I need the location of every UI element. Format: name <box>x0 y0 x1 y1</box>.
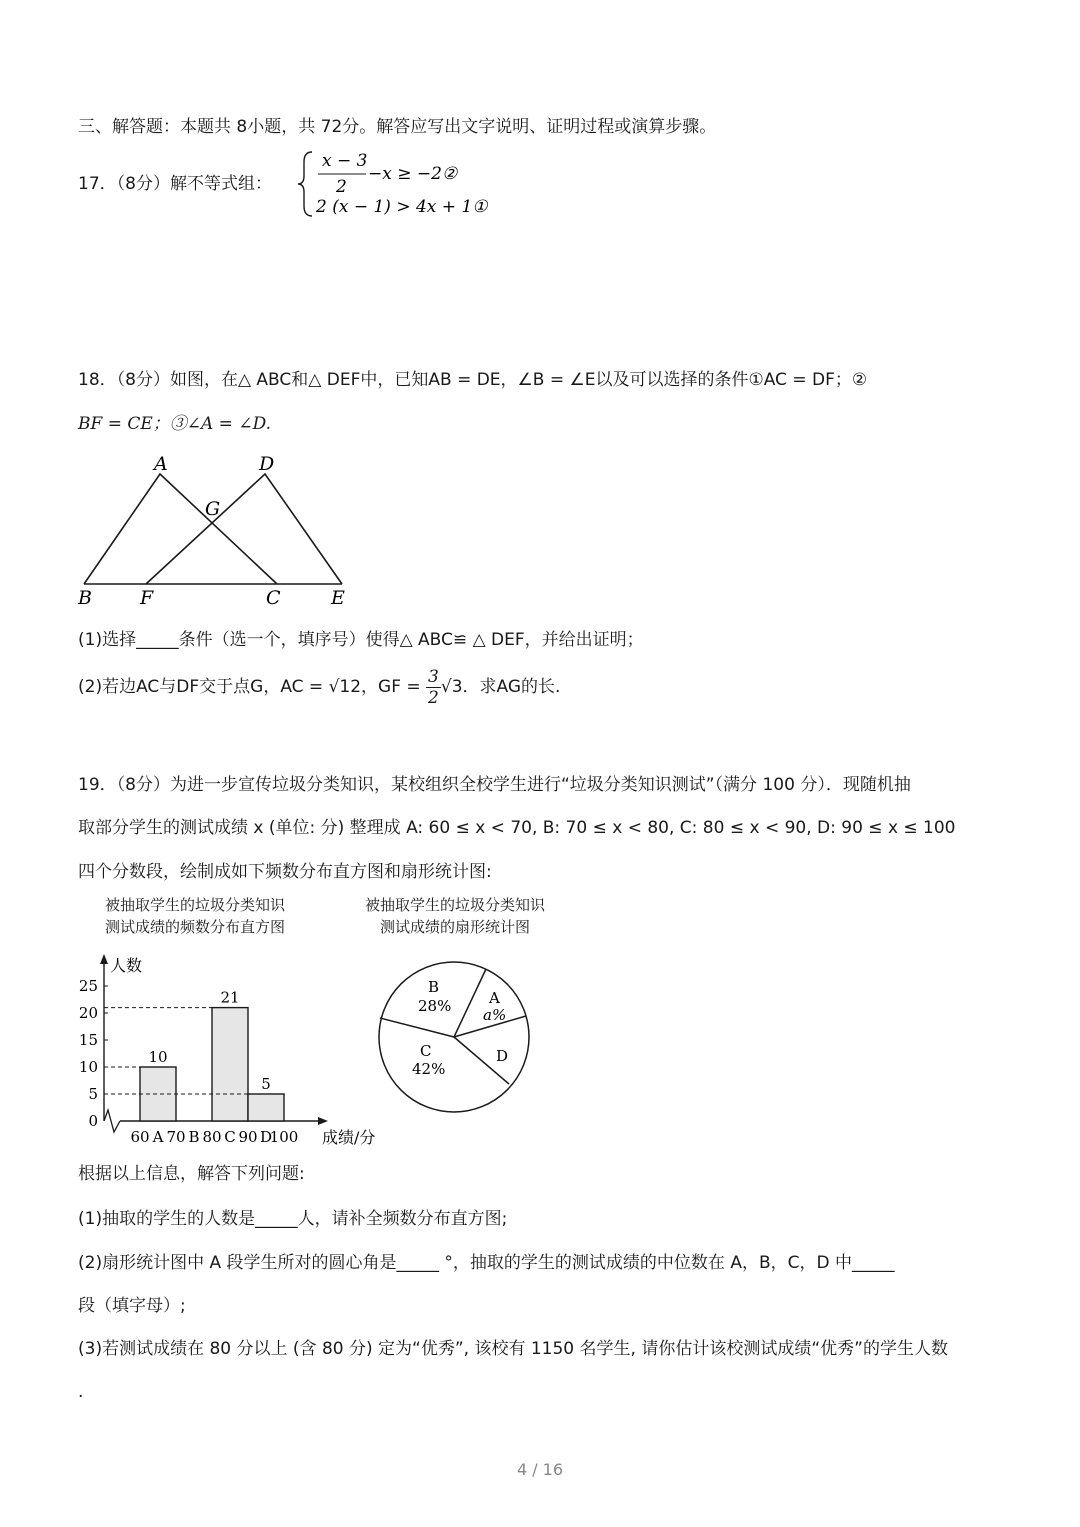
pie-label-c: C <box>420 1042 432 1060</box>
y-axis-arrow <box>100 954 108 964</box>
label-f: F <box>140 587 154 609</box>
y-tick-label: 5 <box>88 1085 98 1103</box>
q18-frac-den: 2 <box>428 687 439 708</box>
q18-part2-post: √3．求AG的长. <box>440 677 561 697</box>
label-d: D <box>259 453 275 475</box>
histogram-title-line2: 测试成绩的频数分布直方图 <box>104 918 285 936</box>
x-tick-label: B <box>188 1128 200 1146</box>
y-axis-label: 人数 <box>110 956 143 975</box>
y-tick-label: 0 <box>88 1112 98 1130</box>
bar-data-label: 10 <box>148 1048 168 1066</box>
q18-line2: BF = CE；③∠A = ∠D. <box>78 414 272 434</box>
y-tick-label: 15 <box>78 1031 98 1049</box>
x-axis-arrow <box>318 1117 328 1125</box>
pie-title-line2: 测试成绩的扇形统计图 <box>379 918 530 936</box>
x-tick-label: 80 <box>202 1128 222 1146</box>
label-e: E <box>331 587 345 609</box>
x-tick-label: 90 <box>238 1128 258 1146</box>
q17-label: 17．（8分）解不等式组： <box>78 174 272 194</box>
pie-value-b: 28% <box>418 997 452 1015</box>
x-axis-label: 成绩/分 <box>322 1128 376 1147</box>
section-heading: 三、解答题：本题共 8小题，共 72分。解答应写出文字说明、证明过程或演算步骤。 <box>78 117 717 137</box>
x-tick-label: D <box>259 1128 273 1146</box>
bar-data-label: 5 <box>261 1075 271 1093</box>
pie-label-b: B <box>428 978 440 996</box>
x-tick-label: 60 <box>130 1128 150 1146</box>
x-tick-label: 100 <box>269 1128 299 1146</box>
x-tick-label: C <box>224 1128 236 1146</box>
q18-part2 <box>78 665 560 709</box>
system-brace <box>298 152 312 216</box>
q18-part2-pre: (2)若边AC与DF交于点G，AC = √12，GF = <box>78 677 427 697</box>
pie-title <box>340 894 570 938</box>
label-a: A <box>154 453 168 475</box>
label-b: B <box>78 587 92 609</box>
x-tick-label: 70 <box>166 1128 186 1146</box>
q19-part2a: (2)扇形统计图中 A 段学生所对的圆心角是_____ °，抽取的学生的测试成绩的中位数在 A，B，C，D 中_____ <box>78 1253 895 1273</box>
histogram-bar-d <box>248 1094 284 1121</box>
histogram-title-line1: 被抽取学生的垃圾分类知识 <box>104 896 285 914</box>
pie-label-a: A <box>489 989 500 1007</box>
y-tick-label: 20 <box>78 1004 98 1022</box>
pie-label-d: D <box>496 1047 509 1065</box>
x-tick-label: A <box>152 1128 164 1146</box>
q19-line3: 四个分数段，绘制成如下频数分布直方图和扇形统计图: <box>78 862 492 882</box>
q18-frac-num: 3 <box>428 666 439 687</box>
y-tick-label: 10 <box>78 1058 98 1076</box>
q19-line1: 19．（8分）为进一步宣传垃圾分类知识，某校组织全校学生进行“垃圾分类知识测试”（满分 100 分）．现随机抽 <box>78 775 911 795</box>
y-tick-label: 25 <box>78 977 98 995</box>
pie-value-a: a% <box>483 1006 507 1024</box>
q17-eq1-denominator: 2 <box>336 177 347 197</box>
q19-after: 根据以上信息，解答下列问题: <box>78 1164 305 1184</box>
q18-line1: 18．（8分）如图，在△ ABC和△ DEF中，已知AB = DE，∠B = ∠E以及可以选择的条件①AC = DF；② <box>78 370 868 390</box>
label-g: G <box>205 498 221 520</box>
pie-title-line1: 被抽取学生的垃圾分类知识 <box>364 896 545 914</box>
bar-data-label: 21 <box>220 988 240 1007</box>
q19-part1: (1)抽取的学生的人数是_____人，请补全频数分布直方图; <box>78 1209 508 1229</box>
histogram-title <box>80 894 310 938</box>
q19-part3a: (3)若测试成绩在 80 分以上 (含 80 分) 定为“优秀”, 该校有 1150 名学生, 请你估计该校测试成绩“优秀”的学生人数 <box>78 1339 948 1359</box>
q18-triangle-figure <box>70 448 370 614</box>
q17-eq1-numerator: x − 3 <box>322 151 368 171</box>
pie-chart <box>370 955 540 1120</box>
histogram-bar-c <box>212 1008 248 1121</box>
q18-fraction <box>426 667 441 708</box>
q18-part1: (1)选择_____条件（选一个，填序号）使得△ ABC≌ △ DEF，并给出证明； <box>78 630 644 650</box>
q19-part2b: 段（填字母）; <box>78 1296 186 1316</box>
pie-value-c: 42% <box>412 1060 446 1078</box>
q19-line2: 取部分学生的测试成绩 x (单位: 分) 整理成 A: 60 ≤ x < 70, B: 70 ≤ x < 80, C: 80 ≤ x < 90, D: 90 ≤ x ≤ 100 <box>78 818 956 838</box>
frequency-histogram <box>70 950 400 1150</box>
label-c: C <box>266 587 281 609</box>
triangle-def <box>146 474 342 584</box>
q19-part3b: . <box>78 1382 84 1402</box>
page-number: 4 / 16 <box>516 1460 564 1479</box>
q17-system <box>296 146 516 222</box>
axis-break <box>104 1110 120 1132</box>
q17-eq2: 2 (x − 1) > 4x + 1① <box>316 197 488 217</box>
q17-eq1-rest: −x ≥ −2② <box>368 164 458 184</box>
